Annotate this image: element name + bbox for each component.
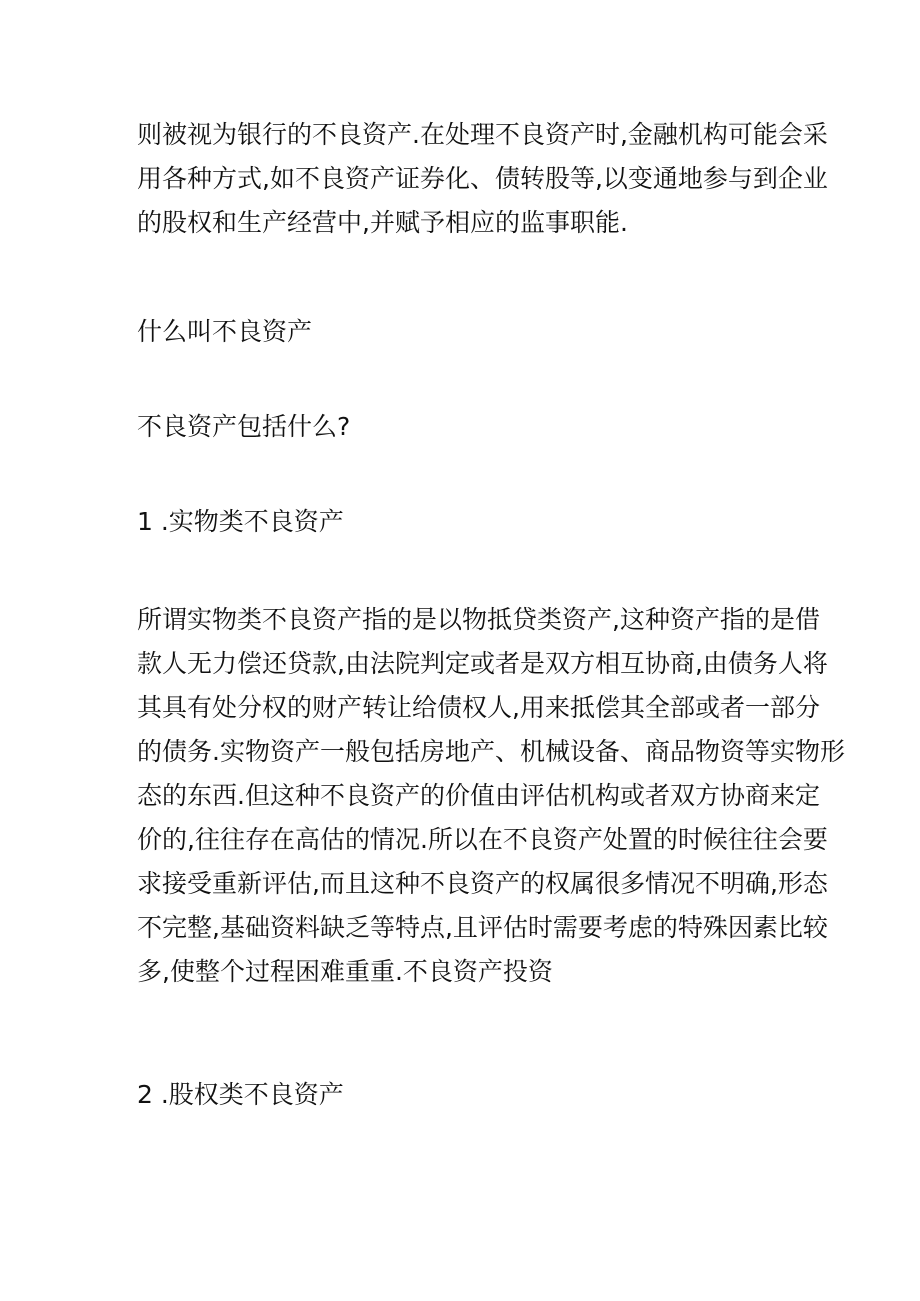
paragraph-line: 求接受重新评估,而且这种不良资产的权属很多情况不明确,形态: [137, 869, 828, 898]
paragraph-line: 则被视为银行的不良资产.在处理不良资产时,金融机构可能会采: [137, 120, 828, 149]
section-title-text: 1 .实物类不良资产: [137, 507, 344, 536]
paragraph-line: 所谓实物类不良资产指的是以物抵贷类资产,这种资产指的是借: [137, 605, 820, 634]
question-what-includes: [137, 405, 797, 449]
section-title-text: 2 .股权类不良资产: [137, 1080, 344, 1109]
paragraph-line: 的股权和生产经营中,并赋予相应的监事职能.: [137, 208, 628, 237]
paragraph-line: 其具有处分权的财产转让给债权人,用来抵偿其全部或者一部分: [137, 693, 820, 722]
question-text: 不良资产包括什么?: [137, 412, 351, 441]
intro-paragraph: [137, 113, 828, 245]
paragraph-line: 的债务.实物资产一般包括房地产、机械设备、商品物资等实物形: [137, 737, 845, 766]
section-1-title: [137, 500, 797, 544]
paragraph-line: 态的东西.但这种不良资产的价值由评估机构或者双方协商来定: [137, 781, 820, 810]
paragraph-line: 价的,往往存在高估的情况.所以在不良资产处置的时候往往会要: [137, 825, 828, 854]
section-2-title: [137, 1073, 797, 1117]
section-1-paragraph: [137, 598, 845, 994]
heading-text: 什么叫不良资产: [137, 317, 313, 346]
paragraph-line: 款人无力偿还贷款,由法院判定或者是双方相互协商,由债务人将: [137, 649, 828, 678]
paragraph-line: 多,使整个过程困难重重.不良资产投资: [137, 957, 553, 986]
heading-what-is-bad-asset: [137, 310, 797, 354]
paragraph-line: 不完整,基础资料缺乏等特点,且评估时需要考虑的特殊因素比较: [137, 913, 828, 942]
paragraph-line: 用各种方式,如不良资产证券化、债转股等,以变通地参与到企业: [137, 164, 828, 193]
